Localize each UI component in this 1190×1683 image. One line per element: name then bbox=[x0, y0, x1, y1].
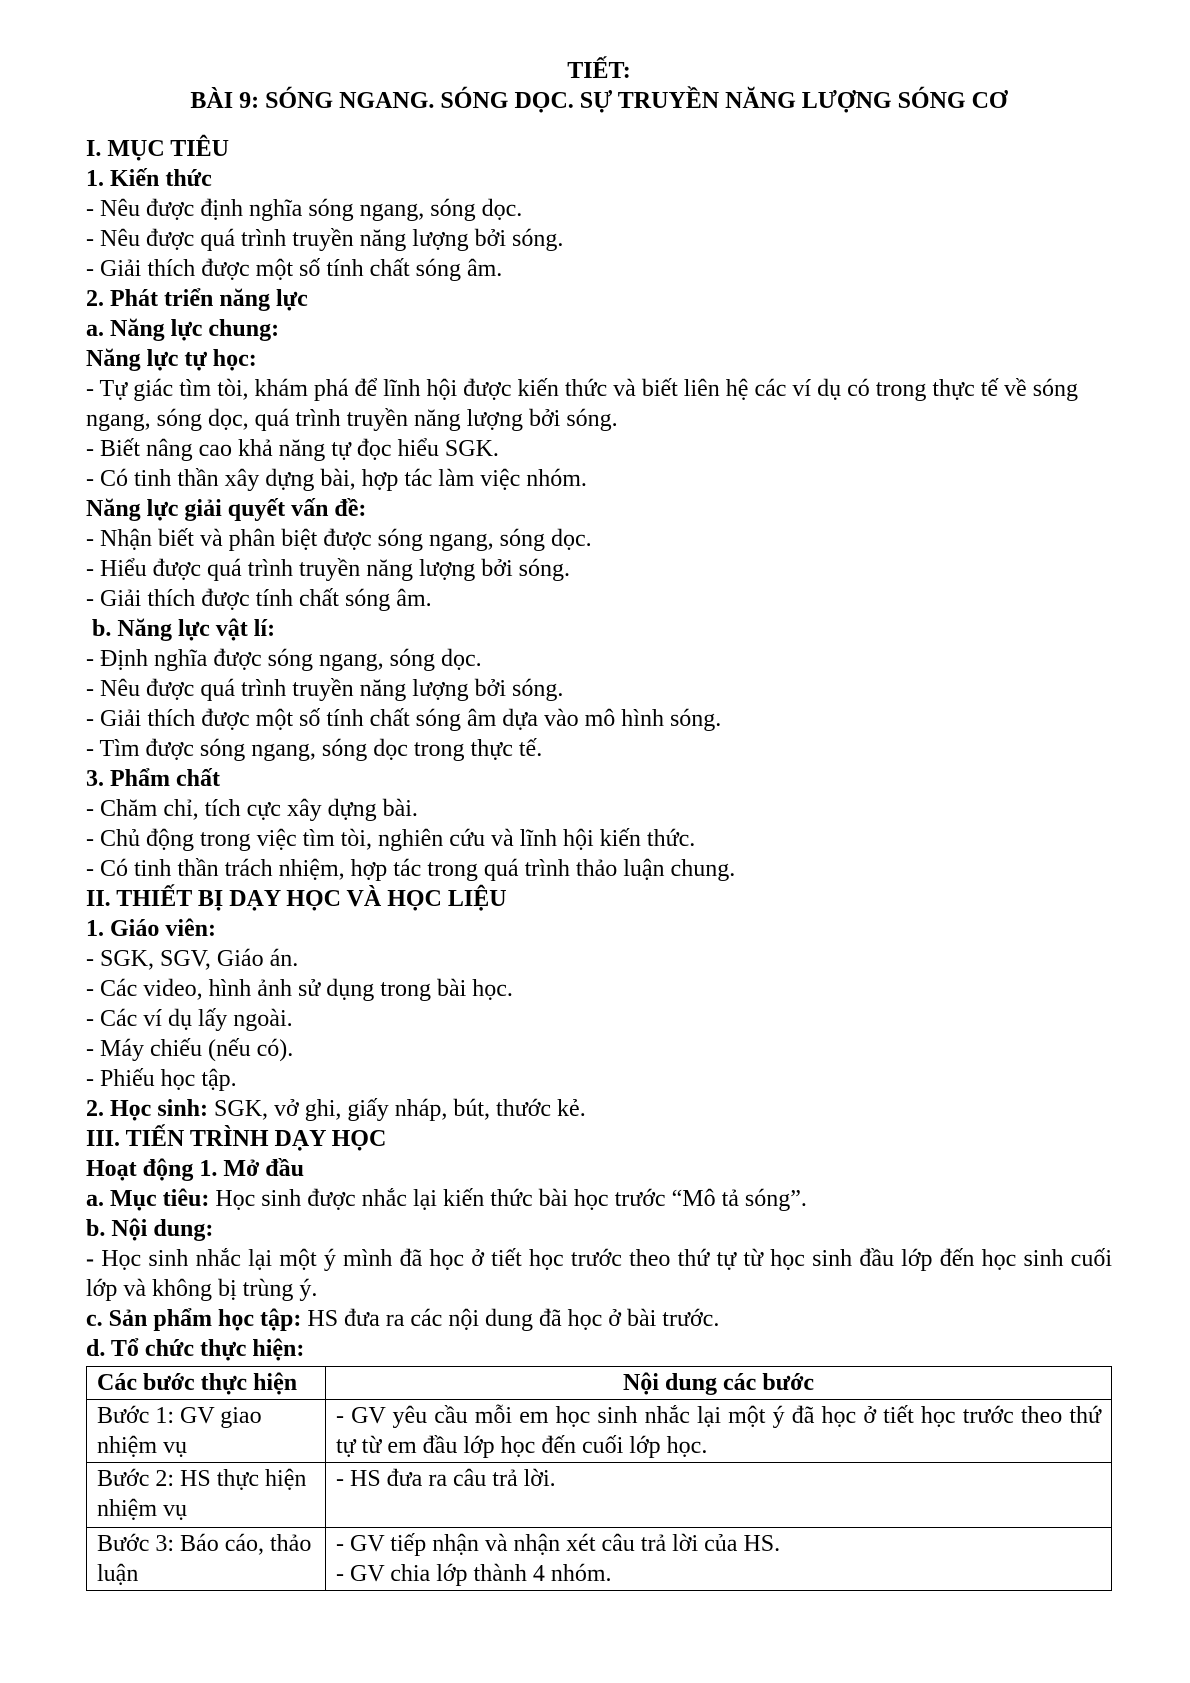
general-competency-heading: a. Năng lực chung: bbox=[86, 316, 280, 342]
teacher-heading: 1. Giáo viên: bbox=[86, 916, 216, 942]
product-label: c. Sản phẩm học tập: bbox=[86, 1306, 302, 1332]
student-text: SGK, vở ghi, giấy nháp, bút, thước kẻ. bbox=[208, 1096, 586, 1122]
self-study-item: - Tự giác tìm tòi, khám phá để lĩnh hội được kiến thức và biết liên hệ các ví dụ có trong thực tế về sóng ngang, sóng dọc, quá trình truyền năng lượng bởi sóng. bbox=[86, 376, 1079, 432]
steps-table bbox=[86, 1366, 1112, 1591]
content-text: Học sinh nhắc lại một ý mình đã học ở tiết học trước theo thứ tự từ học sinh đầu lớp đến học sinh cuối lớp và không bị trùng ý. bbox=[86, 1246, 1112, 1302]
section-3-heading: III. TIẾN TRÌNH DẠY HỌC bbox=[86, 1126, 387, 1152]
qualities-heading: 3. Phẩm chất bbox=[86, 766, 220, 792]
self-study-item: - Có tinh thần xây dựng bài, hợp tác làm việc nhóm. bbox=[86, 466, 587, 492]
organization-heading: d. Tổ chức thực hiện: bbox=[86, 1336, 305, 1362]
competency-heading: 2. Phát triển năng lực bbox=[86, 286, 308, 312]
lesson-title: BÀI 9: SÓNG NGANG. SÓNG DỌC. SỰ TRUYỀN NĂNG LƯỢNG SÓNG CƠ bbox=[190, 88, 1008, 114]
lesson-period-label: TIẾT: bbox=[567, 58, 631, 84]
knowledge-item: - Nêu được định nghĩa sóng ngang, sóng dọc. bbox=[86, 196, 523, 222]
knowledge-item: - Giải thích được một số tính chất sóng âm. bbox=[86, 256, 503, 282]
problem-solving-heading: Năng lực giải quyết vấn đề: bbox=[86, 496, 367, 522]
self-study-heading: Năng lực tự học: bbox=[86, 346, 257, 372]
physics-competency-item: - Định nghĩa được sóng ngang, sóng dọc. bbox=[86, 646, 482, 672]
step-content-line: - GV chia lớp thành 4 nhóm. bbox=[336, 1561, 612, 1587]
physics-competency-item: - Tìm được sóng ngang, sóng dọc trong thực tế. bbox=[86, 736, 543, 762]
physics-competency-heading: b. Năng lực vật lí: bbox=[86, 616, 276, 642]
problem-solving-item: - Hiểu được quá trình truyền năng lượng bởi sóng. bbox=[86, 556, 571, 582]
problem-solving-item: - Nhận biết và phân biệt được sóng ngang, sóng dọc. bbox=[86, 526, 592, 552]
step-content-cell: - HS đưa ra câu trả lời. bbox=[326, 1463, 1112, 1528]
knowledge-heading: 1. Kiến thức bbox=[86, 166, 212, 192]
teacher-item: - SGK, SGV, Giáo án. bbox=[86, 946, 299, 972]
content-paragraph bbox=[86, 1244, 1112, 1304]
qualities-item: - Chủ động trong việc tìm tòi, nghiên cứu và lĩnh hội kiến thức. bbox=[86, 826, 696, 852]
document-page bbox=[86, 56, 1112, 1591]
qualities-item: - Có tinh thần trách nhiệm, hợp tác trong quá trình thảo luận chung. bbox=[86, 856, 736, 882]
teacher-item: - Các video, hình ảnh sử dụng trong bài học. bbox=[86, 976, 513, 1002]
step-content-cell bbox=[326, 1528, 1112, 1591]
student-line bbox=[86, 1094, 1112, 1124]
teacher-item: - Các ví dụ lấy ngoài. bbox=[86, 1006, 293, 1032]
table-header-content: Nội dung các bước bbox=[326, 1367, 1112, 1400]
section-2-heading: II. THIẾT BỊ DẠY HỌC VÀ HỌC LIỆU bbox=[86, 886, 507, 912]
teacher-item: - Phiếu học tập. bbox=[86, 1066, 237, 1092]
objective-text: Học sinh được nhắc lại kiến thức bài học trước “Mô tả sóng”. bbox=[209, 1186, 807, 1212]
table-header-row bbox=[87, 1367, 1112, 1400]
student-label: 2. Học sinh: bbox=[86, 1096, 209, 1122]
qualities-item: - Chăm chỉ, tích cực xây dựng bài. bbox=[86, 796, 418, 822]
step-cell: Bước 1: GV giao nhiệm vụ bbox=[87, 1400, 326, 1463]
activity-heading: Hoạt động 1. Mở đầu bbox=[86, 1156, 304, 1182]
problem-solving-item: - Giải thích được tính chất sóng âm. bbox=[86, 586, 432, 612]
objective-line bbox=[86, 1184, 1112, 1214]
content-heading: b. Nội dung: bbox=[86, 1216, 214, 1242]
step-cell: Bước 2: HS thực hiện nhiệm vụ bbox=[87, 1463, 326, 1528]
table-row bbox=[87, 1528, 1112, 1591]
section-1-heading: I. MỤC TIÊU bbox=[86, 136, 229, 162]
physics-competency-item: - Giải thích được một số tính chất sóng âm dựa vào mô hình sóng. bbox=[86, 706, 722, 732]
step-cell: Bước 3: Báo cáo, thảo luận bbox=[87, 1528, 326, 1591]
step-content-cell: - GV yêu cầu mỗi em học sinh nhắc lại một ý đã học ở tiết học trước theo thứ tự từ em đầu lớp học đến cuối lớp học. bbox=[326, 1400, 1112, 1463]
product-line bbox=[86, 1304, 1112, 1334]
teacher-item: - Máy chiếu (nếu có). bbox=[86, 1036, 294, 1062]
self-study-item: - Biết nâng cao khả năng tự đọc hiểu SGK. bbox=[86, 436, 499, 462]
product-text: HS đưa ra các nội dung đã học ở bài trước. bbox=[301, 1306, 720, 1332]
step-content-line: - GV tiếp nhận và nhận xét câu trả lời của HS. bbox=[336, 1531, 781, 1557]
objective-label: a. Mục tiêu: bbox=[86, 1186, 210, 1212]
table-header-steps: Các bước thực hiện bbox=[87, 1367, 326, 1400]
table-row bbox=[87, 1400, 1112, 1463]
physics-competency-item: - Nêu được quá trình truyền năng lượng bởi sóng. bbox=[86, 676, 564, 702]
content-dash: - bbox=[86, 1246, 102, 1272]
knowledge-item: - Nêu được quá trình truyền năng lượng bởi sóng. bbox=[86, 226, 564, 252]
table-row bbox=[87, 1463, 1112, 1528]
